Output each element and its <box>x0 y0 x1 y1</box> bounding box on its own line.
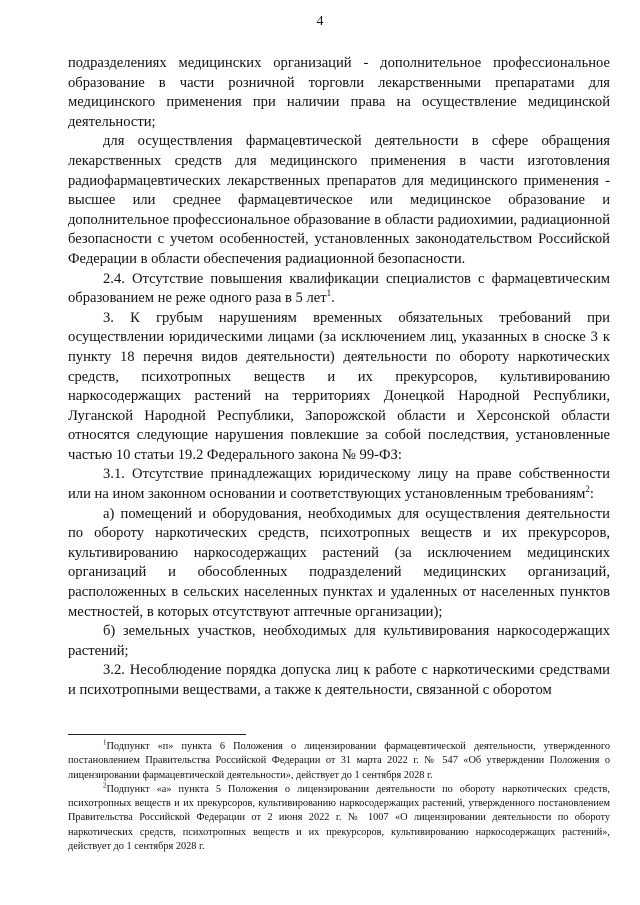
paragraph: 2.4. Отсутствие повышения квалификации специалистов с фармацевтическим образованием не реже одного раза в 5 лет$^1$. <box>68 270 610 307</box>
paragraph: подразделениях медицинских организаций - дополнительное профессиональное образование в части розничной торговли лекарственными препаратами для медицинского применения при наличии права на осуществление медицинской деятельности; <box>68 55 610 130</box>
paragraph: 3. К грубым нарушениям временных обязательных требований при осуществлении юридическими лицами (за исключением лиц, указанных в сноске 3 к пункту 18 перечня видов деятельности) деятельности по обороту наркотических средств, психотропных веществ и их прекурсоров, культивированию наркосодержащих растений на территориях Донецкой Народной Республики, Луганской Народной Республики, Запорожской области и Херсонской области относятся следующие нарушения повлекшие за собой последствия, установленные частью 10 статьи 19.2 Федерального закона № 99-ФЗ: <box>68 309 610 463</box>
footnotes <box>68 740 610 854</box>
document-body <box>68 54 610 701</box>
footnote: $^1$Подпункт «п» пункта 6 Положения о лицензировании фармацевтической деятельности, утвержденного постановлением Правительства Российской Федерации от 31 марта 2022 г. № 547 «Об утверждении Положения о лицензировании фармацевтической деятельности», действует до 1 сентября 2028 г. <box>68 738 610 781</box>
paragraph: б) земельных участков, необходимых для культивирования наркосодержащих растений; <box>68 623 610 659</box>
footnote-ref[interactable]: 1 <box>326 288 332 299</box>
page-number: 4 <box>316 14 324 29</box>
footnote-divider <box>68 734 246 735</box>
footnote: $^2$Подпункт «а» пункта 5 Положения о лицензировании деятельности по обороту наркотических средств, психотропных веществ и их прекурсоров, культивированию наркосодержащих растений, утвержденного постановлением Правительства Российской Федерации от 2 июня 2022 г. № 1007 «О лицензировании деятельности по обороту наркотических средств, психотропных веществ и их прекурсоров, культивированию наркосодержащих растений», действует до 1 сентября 2028 г. <box>68 781 610 853</box>
paragraph: а) помещений и оборудования, необходимых для осуществления деятельности по обороту наркотических средств, психотропных веществ и их прекурсоров, культивированию наркосодержащих растений (за исключением медицинских организаций и обособленных подразделений медицинских организаций, расположенных в сельских населенных пунктах и удаленных от населенных пунктов местностей, в которых отсутствуют аптечные организации); <box>68 505 610 620</box>
paragraph: 3.1. Отсутствие принадлежащих юридическому лицу на праве собственности или на ином законном основании и соответствующих установленным требованиям$^2$: <box>68 466 610 503</box>
paragraph: для осуществления фармацевтической деятельности в сфере обращения лекарственных средств для медицинского применения в части изготовления радиофармацевтических лекарственных препаратов для медицинского применения - высшее или среднее фармацевтическое или медицинское образование и дополнительное профессиональное образование в области радиохимии, радиационной безопасности с учетом особенностей, установленных законодательством Российской Федерации в области обеспечения радиационной безопасности. <box>68 133 610 267</box>
footnote-ref[interactable]: 2 <box>585 484 590 495</box>
paragraph: 3.2. Несоблюдение порядка допуска лиц к работе с наркотическими средствами и психотропными веществами, а также к деятельности, связанной с оборотом <box>68 662 610 698</box>
